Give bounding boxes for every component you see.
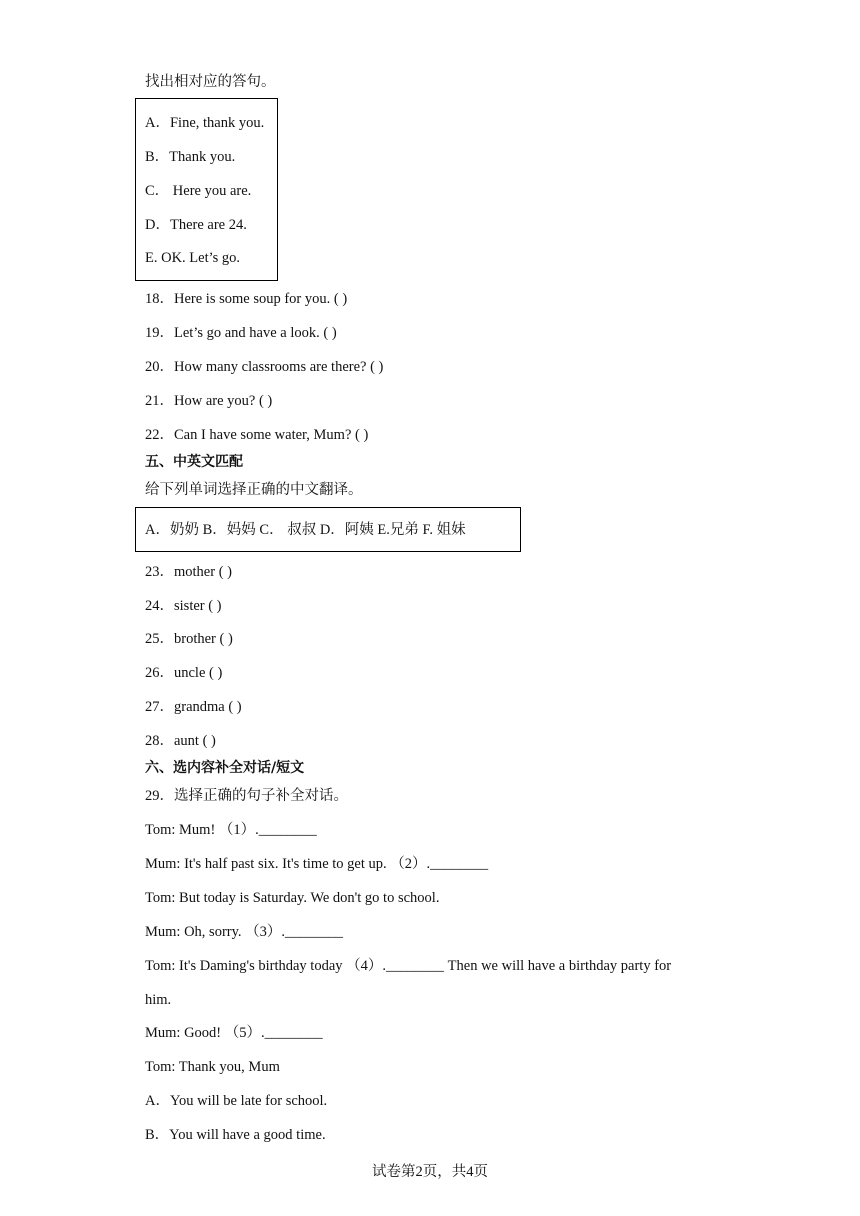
dialogue-line-5: Tom: It's Daming's birthday today （4）.________ Then we will have a birthday party for [145, 958, 672, 974]
page-footer: 试卷第2页，共4页 [372, 1164, 488, 1180]
question-29: 29．选择正确的句子补全对话。 [145, 788, 348, 804]
section5-instruction: 给下列单词选择正确的中文翻译。 [145, 482, 363, 498]
question-27: 27．grandma ( ) [145, 699, 242, 715]
option-a: A．Fine, thank you. [145, 115, 265, 131]
section6-heading: 六、选内容补全对话/短文 [145, 760, 305, 776]
dialogue-line-3: Tom: But today is Saturday. We don't go to school. [145, 890, 440, 906]
translation-options: A．奶奶 B．妈妈 C． 叔叔 D．阿姨 E.兄弟 F. 姐妹 [145, 522, 466, 538]
dialogue-line-7: Tom: Thank you, Mum [145, 1059, 280, 1075]
dialogue-line-5-cont: him. [145, 992, 172, 1008]
option-e: E. OK. Let’s go. [145, 250, 241, 266]
option-c: C． Here you are. [145, 183, 252, 199]
question-25: 25．brother ( ) [145, 631, 233, 647]
option-b: B．Thank you. [145, 149, 236, 165]
dialogue-line-6: Mum: Good! （5）.________ [145, 1025, 323, 1041]
question-26: 26．uncle ( ) [145, 665, 223, 681]
question-18: 18．Here is some soup for you. ( ) [145, 291, 348, 307]
question-24: 24．sister ( ) [145, 598, 222, 614]
section5-heading: 五、中英文匹配 [145, 454, 243, 470]
choice-a: A．You will be late for school. [145, 1093, 328, 1109]
question-23: 23．mother ( ) [145, 564, 232, 580]
dialogue-line-1: Tom: Mum! （1）.________ [145, 822, 317, 838]
section4-instruction: 找出相对应的答句。 [145, 74, 276, 90]
choice-b: B．You will have a good time. [145, 1127, 326, 1143]
dialogue-line-2: Mum: It's half past six. It's time to get up. （2）.________ [145, 856, 489, 872]
dialogue-line-4: Mum: Oh, sorry. （3）.________ [145, 924, 344, 940]
translation-options-box [135, 507, 521, 552]
question-20: 20．How many classrooms are there? ( ) [145, 359, 384, 375]
question-28: 28．aunt ( ) [145, 733, 216, 749]
option-d: D．There are 24. [145, 217, 247, 233]
question-21: 21．How are you? ( ) [145, 393, 273, 409]
answer-options-box [135, 98, 278, 281]
question-19: 19．Let’s go and have a look. ( ) [145, 325, 337, 341]
question-22: 22．Can I have some water, Mum? ( ) [145, 427, 369, 443]
